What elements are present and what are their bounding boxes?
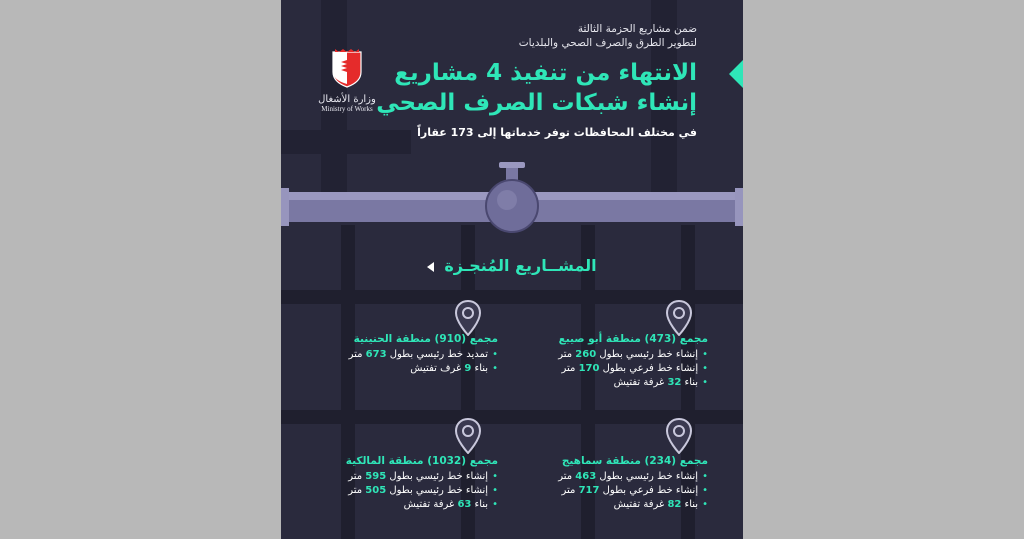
project-item: •بناء 82 غرفة تفتيش bbox=[613, 499, 708, 510]
location-pin-icon bbox=[455, 418, 481, 454]
section-heading bbox=[281, 256, 743, 278]
intro-line-2: لتطوير الطرق والصرف الصحي والبلديات bbox=[518, 37, 697, 49]
subheadline: في مختلف المحافظات توفر خدماتها إلى 173 عقاراً bbox=[417, 126, 697, 139]
project-item: •بناء 9 غرف تفتيش bbox=[410, 363, 498, 374]
location-pin-icon bbox=[666, 300, 692, 336]
intro-line-1: ضمن مشاريع الحزمة الثالثة bbox=[577, 23, 697, 35]
ministry-arabic-name: وزارة الأشغال bbox=[318, 94, 376, 105]
headline-line-2: إنشاء شبكات الصرف الصحي bbox=[376, 90, 697, 116]
location-pin-icon bbox=[455, 300, 481, 336]
infographic-poster bbox=[281, 0, 743, 539]
headline-line-1: الانتهاء من تنفيذ 4 مشاريع bbox=[394, 60, 697, 86]
project-item: •إنشاء خط رئيسي بطول 595 متر bbox=[348, 471, 498, 482]
project-card bbox=[518, 455, 708, 512]
headline bbox=[357, 58, 697, 118]
title-marker-icon bbox=[729, 60, 743, 88]
project-title: مجمع (910) منطقة الحنينية bbox=[353, 333, 498, 345]
section-label: المشــاريع المُنجـزة bbox=[444, 256, 597, 275]
project-card bbox=[308, 455, 498, 512]
ministry-english-name: Ministry of Works bbox=[321, 105, 373, 113]
project-item: •إنشاء خط رئيسي بطول 505 متر bbox=[348, 485, 498, 496]
location-pin-icon bbox=[666, 418, 692, 454]
project-card bbox=[518, 333, 708, 390]
section-pointer-icon bbox=[427, 262, 434, 272]
project-item: •إنشاء خط رئيسي بطول 463 متر bbox=[558, 471, 708, 482]
project-item: •بناء 32 غرفة تفتيش bbox=[613, 377, 708, 388]
project-title: مجمع (234) منطقة سماهيج bbox=[561, 455, 708, 467]
project-item: •إنشاء خط رئيسي بطول 260 متر bbox=[558, 349, 708, 360]
main-pipe-graphic bbox=[281, 160, 743, 240]
intro-text bbox=[437, 22, 697, 50]
project-card bbox=[308, 333, 498, 376]
project-title: مجمع (1032) منطقة المالكية bbox=[345, 455, 498, 467]
project-item: •إنشاء خط فرعي بطول 170 متر bbox=[561, 363, 708, 374]
project-item: •إنشاء خط فرعي بطول 717 متر bbox=[561, 485, 708, 496]
project-item: •تمديد خط رئيسي بطول 673 متر bbox=[348, 349, 498, 360]
project-title: مجمع (473) منطقة أبو صيبع bbox=[558, 333, 708, 345]
project-item: •بناء 63 غرفة تفتيش bbox=[403, 499, 498, 510]
